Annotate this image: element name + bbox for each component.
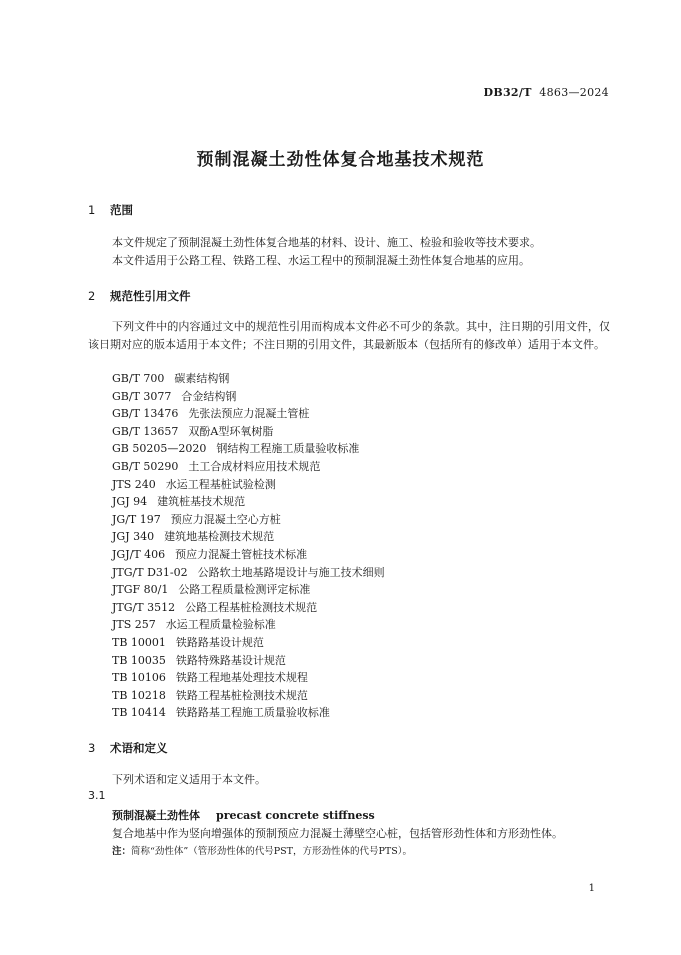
reference-code: GB/T 13657 <box>112 424 179 438</box>
section-number: 3 <box>88 741 96 755</box>
reference-title: 双酚A型环氧树脂 <box>188 424 274 438</box>
reference-title: 铁路路基工程施工质量验收标准 <box>175 706 330 720</box>
list-item <box>112 370 385 388</box>
section-number: 1 <box>88 203 96 217</box>
reference-title: 土工合成材料应用技术规范 <box>188 459 321 473</box>
standard-code-prefix: DB32/T <box>483 86 532 99</box>
standard-code <box>484 86 609 99</box>
reference-code: TB 10414 <box>112 706 166 720</box>
paragraph: 下列文件中的内容通过文中的规范性引用而构成本文件必不可少的条款。其中，注日期的引用文件，仅该日期对应的版本适用于本文件；不注日期的引用文件，其最新版本（包括所有的修改单）适用于本文件。 <box>88 320 610 351</box>
standard-code-number: 4863—2024 <box>539 86 609 99</box>
list-item <box>112 528 385 546</box>
reference-title: 铁路工程地基处理技术规程 <box>175 671 308 685</box>
reference-code: TB 10218 <box>112 688 166 702</box>
reference-title: 公路工程质量检测评定标准 <box>178 583 311 597</box>
list-item <box>112 476 385 494</box>
reference-title: 公路软土地基路堤设计与施工技术细则 <box>197 565 385 579</box>
page-title: 预制混凝土劲性体复合地基技术规范 <box>196 150 485 170</box>
reference-code: JTG/T 3512 <box>112 600 176 614</box>
paragraph: 本文件规定了预制混凝土劲性体复合地基的材料、设计、施工、检验和验收等技术要求。 <box>112 236 541 249</box>
list-item <box>112 440 385 458</box>
list-item <box>112 388 385 406</box>
section-1-heading <box>88 202 133 218</box>
reference-title: 铁路路基设计规范 <box>175 635 264 649</box>
paragraph: 本文件适用于公路工程、铁路工程、水运工程中的预制混凝土劲性体复合地基的应用。 <box>112 254 530 267</box>
list-item <box>112 704 385 722</box>
list-item <box>112 564 385 582</box>
list-item <box>112 599 385 617</box>
page-number: 1 <box>588 883 595 894</box>
reference-code: JTGF 80/1 <box>112 583 169 597</box>
term-number: 3.1 <box>88 789 106 802</box>
list-item <box>112 546 385 564</box>
normative-references-list <box>112 370 385 722</box>
list-item <box>112 687 385 705</box>
reference-code: TB 10106 <box>112 671 166 685</box>
reference-title: 钢结构工程施工质量验收标准 <box>216 442 360 456</box>
paragraph: 下列术语和定义适用于本文件。 <box>112 773 266 786</box>
list-item <box>112 652 385 670</box>
section-2-heading <box>88 288 191 304</box>
reference-code: TB 10001 <box>112 635 166 649</box>
reference-title: 公路工程基桩检测技术规范 <box>185 600 318 614</box>
list-item <box>112 669 385 687</box>
list-item <box>112 581 385 599</box>
reference-code: GB/T 13476 <box>112 407 179 421</box>
note-label: 注： <box>112 846 132 857</box>
reference-code: JGJ 94 <box>112 495 148 509</box>
reference-code: GB/T 50290 <box>112 459 179 473</box>
reference-code: JTS 240 <box>112 477 156 491</box>
reference-title: 水运工程质量检验标准 <box>165 618 276 632</box>
section-number: 2 <box>88 289 96 303</box>
list-item <box>112 616 385 634</box>
list-item <box>112 423 385 441</box>
reference-title: 碳素结构钢 <box>174 372 230 385</box>
term-heading <box>112 807 375 823</box>
reference-title: 水运工程基桩试验检测 <box>165 477 276 491</box>
section-title: 范围 <box>110 203 133 217</box>
reference-code: JTG/T D31-02 <box>112 565 188 579</box>
reference-code: GB/T 3077 <box>112 389 172 403</box>
reference-code: TB 10035 <box>112 653 166 667</box>
reference-code: GB 50205—2020 <box>112 442 207 456</box>
section-title: 术语和定义 <box>110 741 168 755</box>
term-english: precast concrete stiffness <box>216 809 375 822</box>
reference-title: 铁路工程基桩检测技术规范 <box>175 688 308 702</box>
section-title: 规范性引用文件 <box>110 289 191 303</box>
reference-title: 合金结构钢 <box>181 389 237 403</box>
list-item <box>112 405 385 423</box>
reference-code: JTS 257 <box>112 618 156 632</box>
list-item <box>112 493 385 511</box>
reference-title: 预应力混凝土空心方桩 <box>170 512 281 526</box>
reference-title: 预应力混凝土管桩技术标准 <box>175 547 308 561</box>
list-item <box>112 511 385 529</box>
reference-title: 建筑地基检测技术规范 <box>164 530 275 544</box>
reference-code: GB/T 700 <box>112 372 165 385</box>
reference-code: JG/T 197 <box>112 512 161 526</box>
note-text: 简称“劲性体”（管形劲性体的代号PST，方形劲性体的代号PTS）。 <box>131 846 412 857</box>
reference-title: 先张法预应力混凝土管桩 <box>188 407 310 421</box>
reference-title: 建筑桩基技术规范 <box>157 495 246 509</box>
term-chinese: 预制混凝土劲性体 <box>112 809 200 822</box>
list-item <box>112 634 385 652</box>
reference-code: JGJ/T 406 <box>112 547 166 561</box>
section-3-heading <box>88 740 168 756</box>
term-note <box>112 843 412 857</box>
reference-title: 铁路特殊路基设计规范 <box>175 653 286 667</box>
list-item <box>112 458 385 476</box>
term-definition: 复合地基中作为竖向增强体的预制预应力混凝土薄壁空心桩，包括管形劲性体和方形劲性体。 <box>112 827 563 840</box>
reference-code: JGJ 340 <box>112 530 155 544</box>
